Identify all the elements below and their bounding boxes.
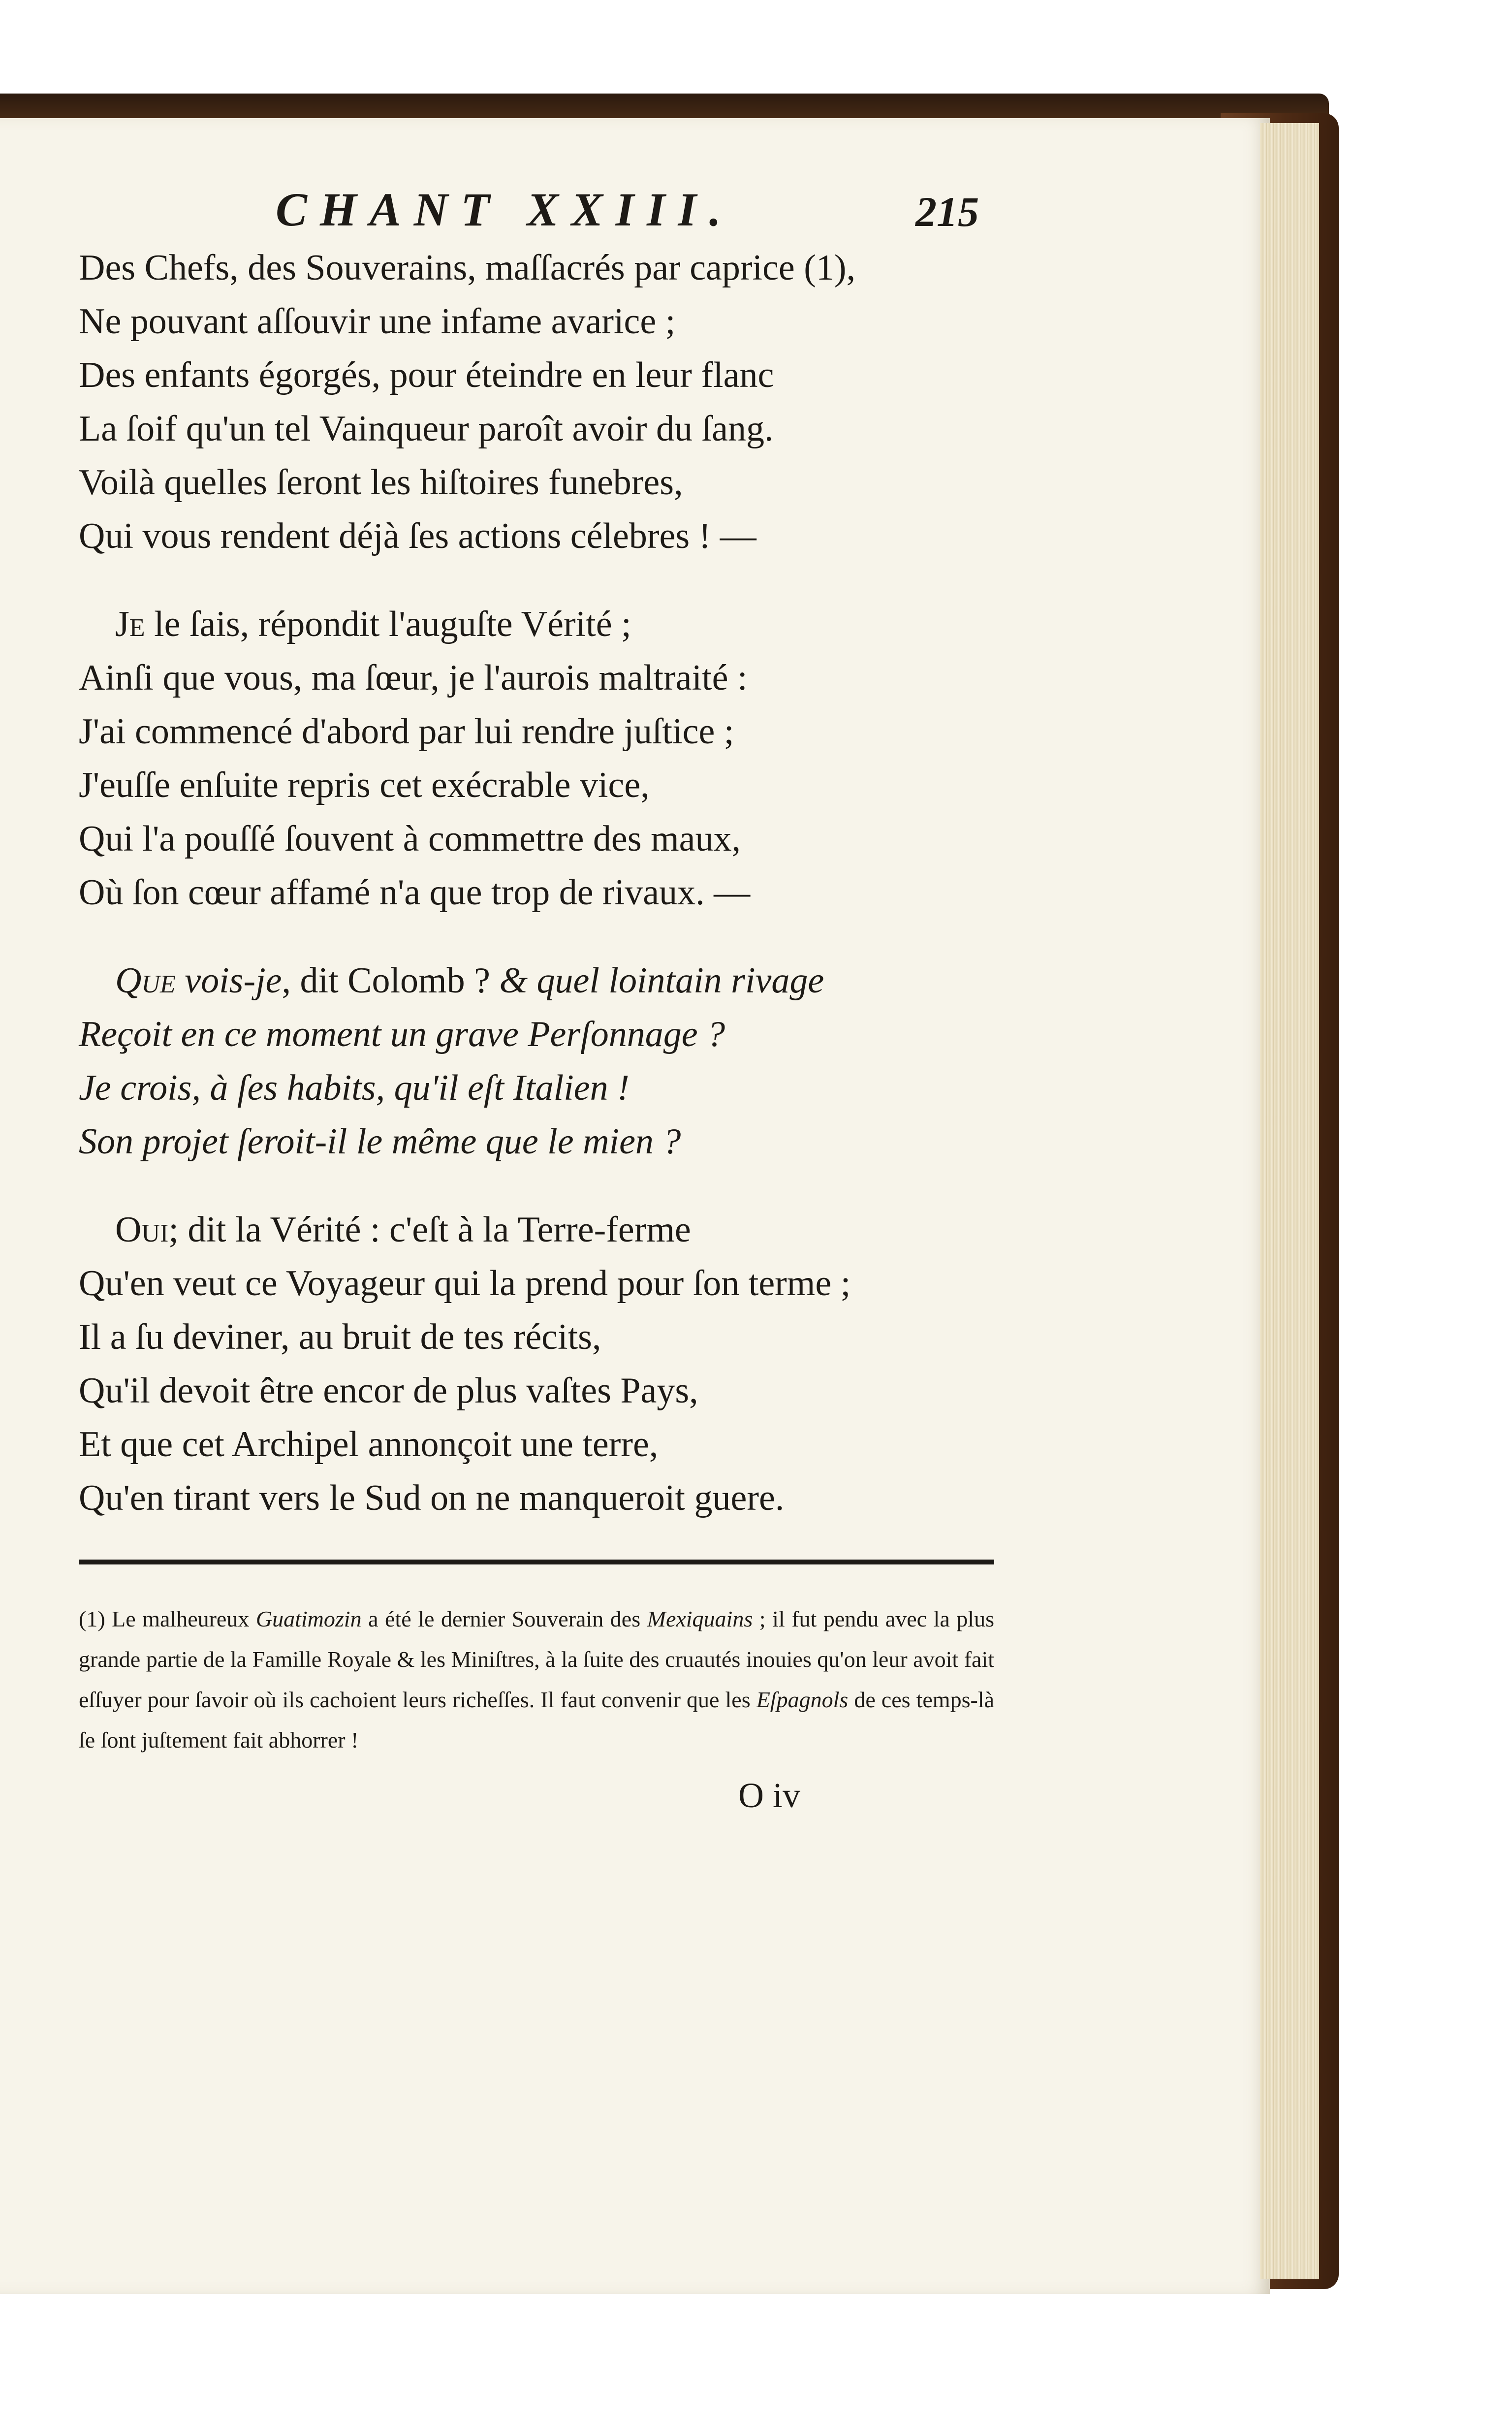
verse-line: Qu'en veut ce Voyageur qui la prend pour ſon terme ; <box>79 1263 851 1304</box>
verse-line: Voilà quelles ſeront les hiſtoires funebres, <box>79 462 683 503</box>
stanza-3 <box>79 954 1014 1169</box>
footnote-text: a été le dernier Souverain des <box>361 1606 647 1631</box>
verse-line-part: , dit Colomb ? <box>282 960 490 1001</box>
verse-line <box>79 1203 1014 1257</box>
stanza-lead-word: Je <box>115 604 145 644</box>
stanza-4 <box>79 1203 1014 1525</box>
running-head <box>79 167 1014 241</box>
footnote <box>79 1599 994 1760</box>
verse-line <box>79 954 1014 1008</box>
stanza-lead-word: Que <box>115 960 176 1001</box>
page-number: 215 <box>915 188 979 235</box>
footnote-text: ; il fut pendu avec la plus grande partie de la Famille Royale & les Miniſtres, à la ſuite des cruautés inouies qu'on leur avoit fait eſſuyer pour ſavoir où ils cachoient leurs richeſſes. Il faut convenir que les <box>79 1606 994 1712</box>
verse-line: Qui vous rendent déjà ſes actions célebres ! — <box>79 516 756 556</box>
verse-line: J'ai commencé d'abord par lui rendre juſtice ; <box>79 711 734 752</box>
verse-line: Où ſon cœur affamé n'a que trop de rivaux. — <box>79 872 751 913</box>
verse-line <box>79 598 1014 651</box>
footnote-text: Le malheureux <box>105 1606 256 1631</box>
verse-line: Qui l'a pouſſé ſouvent à commettre des maux, <box>79 819 741 859</box>
verse-line: La ſoif qu'un tel Vainqueur paroît avoir du ſang. <box>79 409 774 449</box>
footnote-text: de ces temps-là ſe ſont juſtement fait abhorrer ! <box>79 1687 994 1753</box>
signature-mark: O iv <box>738 1776 800 1815</box>
verse-line: Son projet ſeroit-il le même que le mien ? <box>79 1121 681 1162</box>
footnote-name: Mexiquains <box>647 1606 753 1631</box>
page-fore-edge <box>1260 123 1319 2279</box>
footnote-rule <box>79 1560 994 1564</box>
page-text <box>79 167 1014 1816</box>
verse-line: Des Chefs, des Souverains, maſſacrés par caprice (1), <box>79 248 856 288</box>
verse-line-part: & quel lointain rivage <box>490 960 824 1001</box>
verse-line: Reçoit en ce moment un grave Perſonnage ? <box>79 1014 725 1054</box>
stanza-1 <box>79 241 1014 563</box>
stanza-2 <box>79 598 1014 920</box>
verse-line: Je crois, à ſes habits, qu'il eſt Italien ! <box>79 1068 630 1108</box>
footnote-name: Guatimozin <box>255 1606 362 1631</box>
running-title: CHANT XXIII. <box>276 183 734 236</box>
verse-line-rest: ; dit la Vérité : c'eſt à la Terre-ferme <box>168 1210 691 1250</box>
verse-line: Qu'il devoit être encor de plus vaſtes Pays, <box>79 1371 698 1411</box>
verse-line: Et que cet Archipel annonçoit une terre, <box>79 1424 659 1465</box>
verse-line: Qu'en tirant vers le Sud on ne manqueroit guere. <box>79 1478 785 1518</box>
verse-line: Ne pouvant aſſouvir une infame avarice ; <box>79 301 676 342</box>
footnote-name: Eſpagnols <box>756 1687 849 1712</box>
footnote-marker: (1) <box>79 1606 105 1631</box>
verse-line: J'euſſe enſuite repris cet exécrable vice, <box>79 765 650 805</box>
verse-line: Ainſi que vous, ma ſœur, je l'aurois maltraité : <box>79 658 748 698</box>
verse-line: Il a ſu deviner, au bruit de tes récits, <box>79 1317 601 1357</box>
verse-line-part: vois-je <box>175 960 282 1001</box>
verse-line: Des enfants égorgés, pour éteindre en leur flanc <box>79 355 774 395</box>
stanza-lead-word: Oui <box>115 1210 169 1250</box>
verse-line-rest: le ſais, répondit l'auguſte Vérité ; <box>145 604 631 644</box>
